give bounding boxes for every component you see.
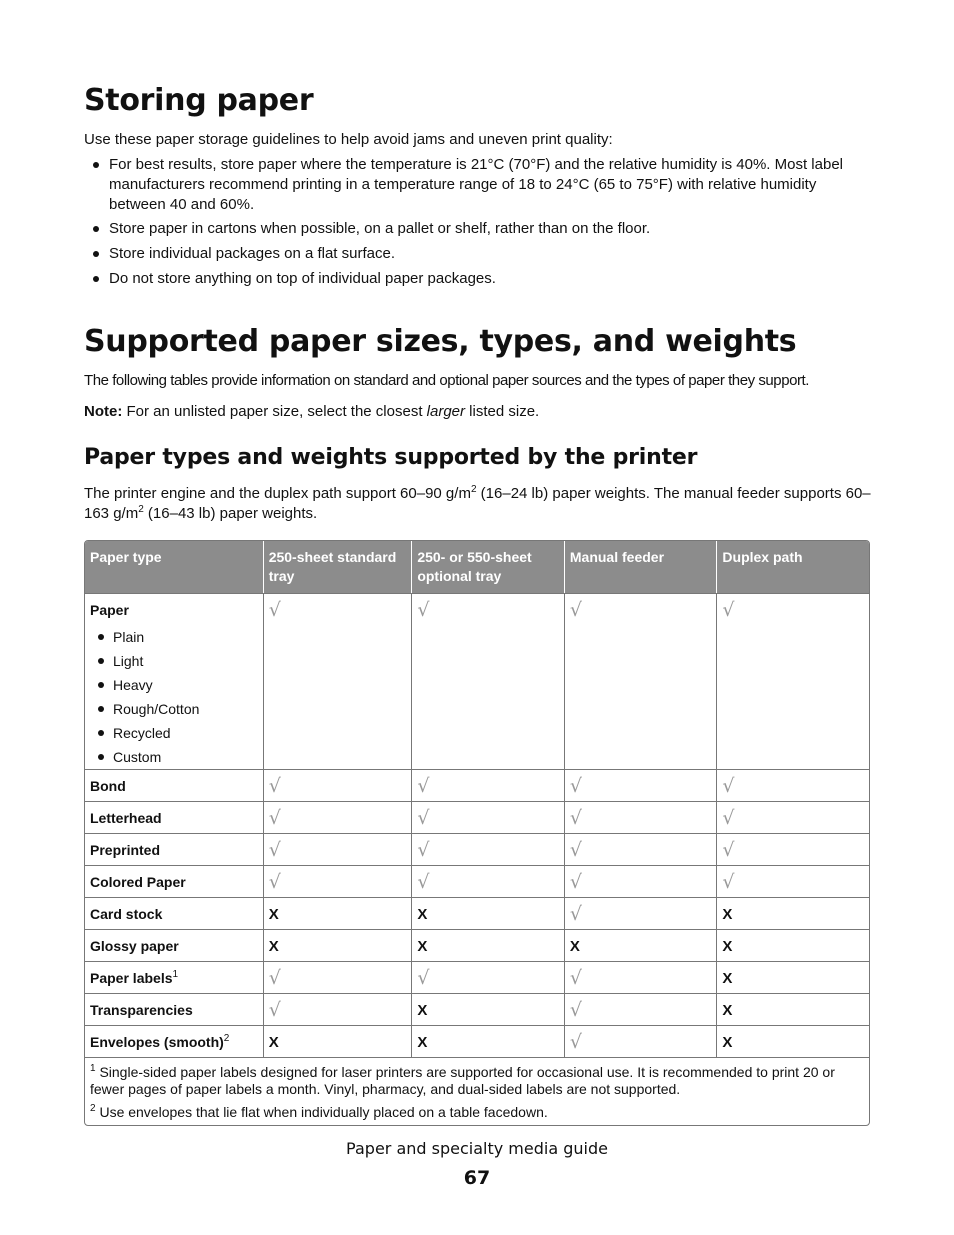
table-row xyxy=(85,929,869,961)
weights-text-3: (16–43 lb) paper weights. xyxy=(143,505,318,522)
support-cell xyxy=(716,1025,869,1057)
footnote-text: Use envelopes that lie flat when individually placed on a table facedown. xyxy=(95,1104,548,1120)
footer-guide-title: Paper and specialty media guide xyxy=(346,1139,608,1158)
support-cell xyxy=(263,993,412,1025)
list-item: Store paper in cartons when possible, on a pallet or shelf, rather than on the floor. xyxy=(84,219,870,239)
cross-icon: X xyxy=(417,906,428,923)
cross-icon: X xyxy=(417,1002,428,1019)
support-cell xyxy=(716,865,869,897)
table-row xyxy=(85,1025,869,1057)
cross-icon: X xyxy=(722,1002,733,1019)
support-cell xyxy=(411,801,564,833)
support-cell xyxy=(411,865,564,897)
paper-type-cell xyxy=(85,593,263,769)
section-title-supported-paper: Supported paper sizes, types, and weights xyxy=(84,324,797,359)
cross-icon: X xyxy=(569,938,580,955)
support-cell xyxy=(716,993,869,1025)
paper-type-label: Envelopes (smooth) xyxy=(90,1034,224,1050)
supported-intro: The following tables provide information on standard and optional paper sources and the types of paper they support. xyxy=(84,372,809,389)
support-cell xyxy=(411,769,564,801)
table-row xyxy=(85,865,869,897)
storing-guidelines-list xyxy=(84,155,870,289)
check-icon: √ xyxy=(417,807,430,829)
support-cell xyxy=(411,1025,564,1057)
support-cell xyxy=(263,769,412,801)
note-paragraph xyxy=(84,402,870,422)
check-icon: √ xyxy=(722,775,735,797)
paper-type-label: Paper xyxy=(90,602,129,618)
table-row xyxy=(85,961,869,993)
check-icon: √ xyxy=(569,807,582,829)
support-cell xyxy=(564,961,717,993)
check-icon: √ xyxy=(722,871,735,893)
note-emphasis: larger xyxy=(426,403,466,420)
support-cell xyxy=(411,897,564,929)
column-header: 250-sheet standard tray xyxy=(263,541,412,593)
support-cell xyxy=(564,593,717,769)
cross-icon: X xyxy=(268,938,279,955)
section-title-storing-paper: Storing paper xyxy=(84,83,314,118)
paper-type-label: Card stock xyxy=(90,906,163,922)
weights-text-2: (16–24 lb) paper weights. The manual feeder supports 60–163 g/m xyxy=(84,485,871,522)
footnote-text: Single-sided paper labels designed for laser printers are supported for occasional use. It is recommended to print 20 or fewer pages of paper labels a month. Vinyl, pharmacy, and dual-sided labels are not supported. xyxy=(90,1064,835,1097)
footnote-number: 1 xyxy=(90,1063,96,1074)
support-cell xyxy=(564,993,717,1025)
paper-type-cell xyxy=(85,833,263,865)
footnote xyxy=(90,1104,864,1121)
note-text: For an unlisted paper size, select the closest xyxy=(122,403,427,420)
check-icon: √ xyxy=(569,999,582,1021)
support-cell xyxy=(716,897,869,929)
paper-type-label: Preprinted xyxy=(90,842,161,858)
paper-type-label: Glossy paper xyxy=(90,938,179,954)
support-cell xyxy=(716,929,869,961)
storing-intro: Use these paper storage guidelines to help avoid jams and uneven print quality: xyxy=(84,131,613,148)
support-cell xyxy=(564,865,717,897)
check-icon: √ xyxy=(722,599,735,621)
check-icon: √ xyxy=(569,775,582,797)
support-cell xyxy=(263,961,412,993)
paper-subtype-list xyxy=(90,625,258,769)
list-item: Heavy xyxy=(90,673,258,697)
support-cell xyxy=(564,897,717,929)
column-header: Paper type xyxy=(85,541,263,593)
paper-type-cell xyxy=(85,929,263,961)
check-icon: √ xyxy=(569,967,582,989)
support-cell xyxy=(263,897,412,929)
footnote-ref: 1 xyxy=(172,969,179,980)
paper-type-label: Paper labels xyxy=(90,970,173,986)
cross-icon: X xyxy=(417,938,428,955)
check-icon: √ xyxy=(417,775,430,797)
paper-type-cell xyxy=(85,1025,263,1057)
paper-type-cell xyxy=(85,961,263,993)
cross-icon: X xyxy=(722,938,733,955)
support-cell xyxy=(263,1025,412,1057)
table-row xyxy=(85,593,869,769)
support-cell xyxy=(411,593,564,769)
table-row xyxy=(85,993,869,1025)
check-icon: √ xyxy=(569,1031,582,1053)
check-icon: √ xyxy=(268,807,281,829)
support-cell xyxy=(263,865,412,897)
paper-type-cell xyxy=(85,801,263,833)
table-row xyxy=(85,769,869,801)
check-icon: √ xyxy=(722,839,735,861)
paper-types-table xyxy=(84,540,870,1126)
footnote xyxy=(90,1064,864,1098)
paper-type-cell xyxy=(85,993,263,1025)
paper-type-label: Colored Paper xyxy=(90,874,186,890)
list-item: Plain xyxy=(90,625,258,649)
table-row xyxy=(85,897,869,929)
support-cell xyxy=(411,993,564,1025)
paper-type-label: Bond xyxy=(90,778,126,794)
list-item: Recycled xyxy=(90,721,258,745)
paper-type-label: Transparencies xyxy=(90,1002,193,1018)
support-cell xyxy=(564,769,717,801)
cross-icon: X xyxy=(722,906,733,923)
list-item: Do not store anything on top of individual paper packages. xyxy=(84,269,870,289)
weights-paragraph xyxy=(84,484,874,524)
check-icon: √ xyxy=(417,599,430,621)
list-item: Light xyxy=(90,649,258,673)
support-cell xyxy=(716,801,869,833)
footnote-number: 2 xyxy=(90,1103,96,1114)
table-row xyxy=(85,833,869,865)
cross-icon: X xyxy=(268,906,279,923)
support-cell xyxy=(564,1025,717,1057)
check-icon: √ xyxy=(569,599,582,621)
superscript: 2 xyxy=(138,504,144,515)
paper-type-cell xyxy=(85,769,263,801)
cross-icon: X xyxy=(722,970,733,987)
list-item: For best results, store paper where the temperature is 21°C (70°F) and the relative humidity is 40%. Most label manufacturers recommend printing in a temperature range of 18 to 24°C (65 to 75°F) with relative humidity between 40 and 60%. xyxy=(84,155,870,215)
paper-type-cell xyxy=(85,897,263,929)
footnote-ref: 2 xyxy=(223,1033,230,1044)
check-icon: √ xyxy=(268,599,281,621)
page-number: 67 xyxy=(463,1167,491,1189)
list-item: Rough/Cotton xyxy=(90,697,258,721)
support-cell xyxy=(263,833,412,865)
check-icon: √ xyxy=(722,807,735,829)
weights-text-1: The printer engine and the duplex path support 60–90 g/m xyxy=(84,485,471,502)
check-icon: √ xyxy=(417,871,430,893)
list-item: Custom xyxy=(90,745,258,769)
check-icon: √ xyxy=(417,967,430,989)
support-cell xyxy=(411,833,564,865)
check-icon: √ xyxy=(569,839,582,861)
check-icon: √ xyxy=(268,839,281,861)
check-icon: √ xyxy=(569,871,582,893)
check-icon: √ xyxy=(268,999,281,1021)
support-cell xyxy=(263,593,412,769)
support-cell xyxy=(564,929,717,961)
paper-type-label: Letterhead xyxy=(90,810,162,826)
support-cell xyxy=(263,801,412,833)
subsection-title: Paper types and weights supported by the printer xyxy=(84,445,698,470)
support-cell xyxy=(716,961,869,993)
cross-icon: X xyxy=(417,1034,428,1051)
support-cell xyxy=(716,769,869,801)
support-cell xyxy=(411,929,564,961)
superscript: 2 xyxy=(470,484,477,495)
note-text-end: listed size. xyxy=(465,403,540,420)
table-header-row xyxy=(85,541,869,593)
list-item: Store individual packages on a flat surface. xyxy=(84,244,870,264)
cross-icon: X xyxy=(268,1034,279,1051)
check-icon: √ xyxy=(268,775,281,797)
footnote-row xyxy=(85,1057,869,1125)
footnotes-cell xyxy=(85,1057,869,1125)
check-icon: √ xyxy=(268,967,281,989)
support-cell xyxy=(263,929,412,961)
paper-type-cell xyxy=(85,865,263,897)
check-icon: √ xyxy=(268,871,281,893)
paper-type-rows xyxy=(85,769,869,1057)
column-header: Duplex path xyxy=(716,541,869,593)
note-label: Note: xyxy=(84,403,123,420)
support-cell xyxy=(564,833,717,865)
column-header: 250- or 550-sheet optional tray xyxy=(411,541,564,593)
check-icon: √ xyxy=(417,839,430,861)
column-header: Manual feeder xyxy=(564,541,717,593)
check-icon: √ xyxy=(569,903,582,925)
support-cell xyxy=(411,961,564,993)
cross-icon: X xyxy=(722,1034,733,1051)
table-row xyxy=(85,801,869,833)
support-cell xyxy=(716,593,869,769)
support-cell xyxy=(716,833,869,865)
support-cell xyxy=(564,801,717,833)
